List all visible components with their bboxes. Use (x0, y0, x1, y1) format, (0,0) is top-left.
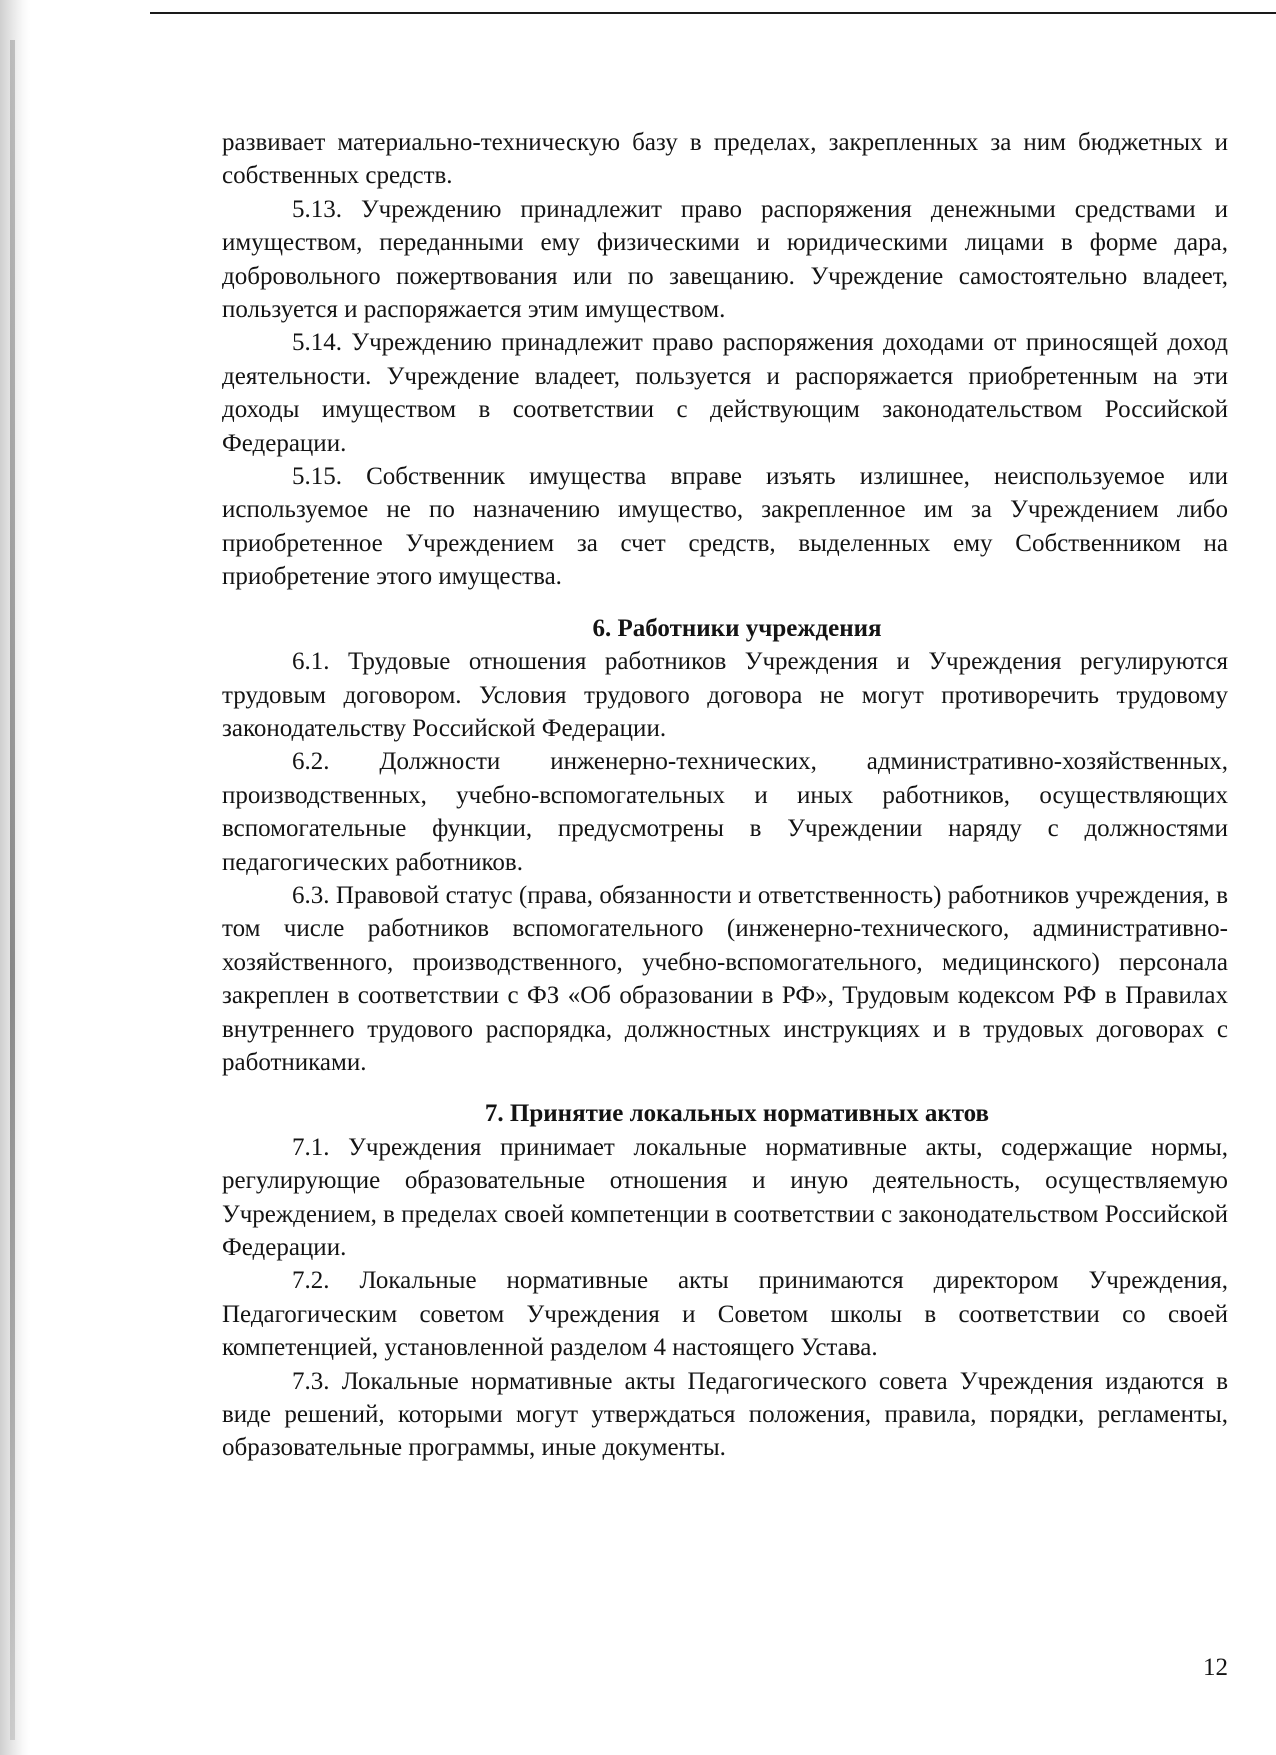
paragraph-6-3: 6.3. Правовой статус (права, обязанности и ответственность) работников учреждения, в том числе работников вспомогательного (инженерно-технического, административно-хозяйственного, производственного, учебно-вспомогательного, медицинского) персонала закреплен в соответствии с ФЗ «Об образовании в РФ», Трудовым кодексом РФ в Правилах внутреннего трудового распорядка, должностных инструкциях и в трудовых договорах с работниками. (222, 881, 1228, 1076)
paragraph-7-2: 7.2. Локальные нормативные акты принимаются директором Учреждения, Педагогическим советом Учреждения и Советом школы в соответствии со своей компетенцией, установленной разделом 4 настоящего Устава. (222, 1267, 1228, 1362)
paragraph-7-3: 7.3. Локальные нормативные акты Педагогического совета Учреждения издаются в виде решений, которыми могут утверждаться положения, правила, порядки, регламенты, образовательные программы, иные документы. (222, 1367, 1228, 1462)
paragraph-7-1: 7.1. Учреждения принимает локальные нормативные акты, содержащие нормы, регулирующие образовательные отношения и иную деятельность, осуществляемую Учреждением, в пределах своей компетенции в соответствии с законодательством Российской Федерации. (222, 1133, 1228, 1261)
paragraph-continued: развивает материально-техническую базу в пределах, закрепленных за ним бюджетных и собственных средств. (222, 129, 1228, 190)
paragraph-6-1: 6.1. Трудовые отношения работников Учреждения и Учреждения регулируются трудовым договором. Условия трудового договора не могут противоречить трудовому законодательству Российской Федерации. (222, 648, 1228, 742)
scan-shadow-left (0, 0, 30, 1755)
page-number: 12 (1203, 1654, 1228, 1681)
paragraph-5-15: 5.15. Собственник имущества вправе изъять излишнее, неиспользуемое или используемое не по назначению имущество, закрепленное им за Учреждением либо приобретенное Учреждением за счет средств, выделенных ему Собственником на приобретение этого имущества. (222, 463, 1228, 591)
scan-binding-edge (10, 40, 15, 1740)
document-page (222, 126, 1228, 1465)
paragraph-6-2: 6.2. Должности инженерно-технических, административно-хозяйственных, производственных, учебно-вспомогательных и иных работников, осуществляющих вспомогательные функции, предусмотрены в Учреждении наряду с должностями педагогических работников. (222, 748, 1228, 876)
scan-top-edge-line (150, 12, 1276, 14)
paragraph-5-14: 5.14. Учреждению принадлежит право распоряжения доходами от приносящей доход деятельности. Учреждение владеет, пользуется и распоряжается приобретенным на эти доходы имуществом в соответствии с действующим законодательством Российской Федерации. (222, 329, 1228, 457)
section-7-heading: 7. Принятие локальных нормативных актов (484, 1100, 990, 1128)
section-6-heading: 6. Работники учреждения (592, 614, 882, 642)
paragraph-5-13: 5.13. Учреждению принадлежит право распоряжения денежными средствами и имуществом, переданными ему физическими и юридическими лицами в форме дара, добровольного пожертвования или по завещанию. Учреждение самостоятельно владеет, пользуется и распоряжается этим имуществом. (222, 195, 1228, 324)
